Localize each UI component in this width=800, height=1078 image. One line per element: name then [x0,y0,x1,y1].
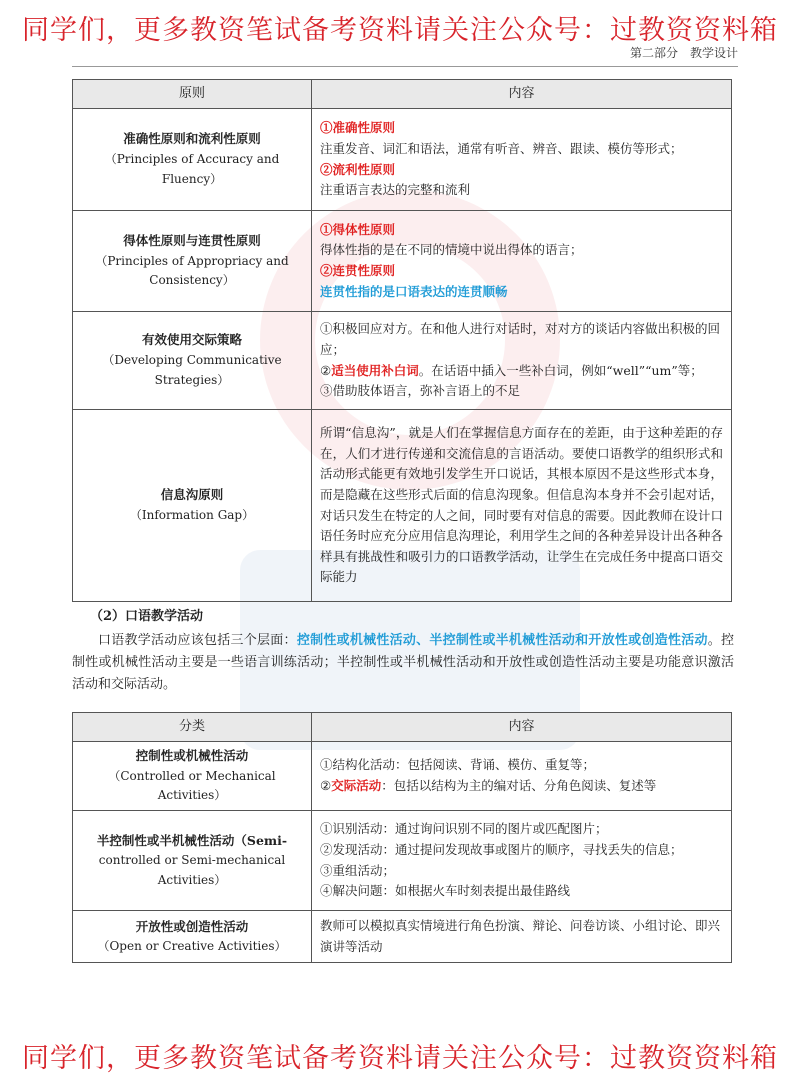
table-row [73,811,732,911]
column-header-principle: 原则 [73,80,312,109]
content-line: 连贯性指的是口语表达的连贯顺畅 [320,283,508,299]
principles-table [72,79,732,602]
category-cell [73,811,312,911]
activities-table [72,712,732,963]
content-line: ④解决问题：如根据火车时刻表提出最佳路线 [320,883,571,899]
content-cell [312,312,732,410]
content-line: ①识别活动：通过询问识别不同的图片或匹配图片； [320,821,608,837]
content-cell [312,811,732,911]
section-paragraph [72,630,734,696]
table-row [73,410,732,602]
category-english: （Open or Creative Activities） [97,939,287,954]
table-row [73,911,732,963]
content-suffix: ：包括以结构为主的编对话、分角色阅读、复述等 [381,778,657,794]
category-title: 半控制性或半机械性活动（Semi- [96,832,288,848]
principle-title: 得体性原则与连贯性原则 [123,232,261,248]
content-line: ③借助肢体语言，弥补言语上的不足 [320,383,521,399]
principle-title: 信息沟原则 [160,487,224,503]
content-suffix: 。在话语中插入一些补白词，例如“well”“um”等； [418,362,703,378]
table-header-row [73,80,732,109]
principle-english: （Principles of Appropriacy and Consistency） [95,253,289,288]
content-line: ①得体性原则 [320,221,396,237]
content-line: ①准确性原则 [320,120,396,136]
category-cell [73,742,312,811]
category-title: 开放性或创造性活动 [135,918,249,934]
content-cell [312,742,732,811]
highlight-red: 交际活动 [331,778,382,794]
table-row [73,742,732,811]
column-header-content: 内容 [312,713,732,742]
principle-cell [73,211,312,312]
content-line: 注重发音、词汇和语法，通常有听音、辨音、跟读、模仿等形式； [320,140,683,156]
category-title: 控制性或机械性活动 [135,748,249,763]
content-cell [312,211,732,312]
running-head: 第二部分 教学设计 [629,46,738,60]
category-english: （Controlled or Mechanical Activities） [108,768,276,803]
column-header-content: 内容 [312,80,732,109]
column-header-category: 分类 [73,713,312,742]
principle-cell [73,109,312,211]
promo-banner-top: 同学们，更多教资笔试备考资料请关注公众号：过教资资料箱 [22,15,778,46]
table-row [73,211,732,312]
highlight-blue: 控制性或机械性活动、半控制性或半机械性活动和开放性或创造性活动 [296,633,708,648]
content-line: ②连贯性原则 [320,263,396,278]
principle-cell [73,410,312,602]
header-rule [72,66,738,67]
table-header-row [73,713,732,742]
highlight-red: 适当使用补白词 [331,362,419,378]
content-line [320,776,723,797]
table-row [73,312,732,410]
principle-cell [73,312,312,410]
content-line: ①结构化活动：包括阅读、背诵、模仿、重复等； [320,757,596,773]
content-prefix: ② [320,778,332,794]
principle-english: （Information Gap） [129,507,255,522]
para-text: 。控制性或机械性活动主要是一些语言训练活动；半控制性或半机械性活动和开放性或创造性活动主要是功能意识激活活动和交际活动。 [72,633,734,692]
content-cell [312,109,732,211]
content-line: ②发现活动：通过提问发现故事或图片的顺序，寻找丢失的信息； [320,842,683,858]
category-english: controlled or Semi-mechanical Activities） [98,853,286,888]
content-line: ③重组活动； [320,862,396,878]
content-line [320,361,723,382]
section-heading: （2）口语教学活动 [90,609,204,624]
principle-english: （Developing Communicative Strategies） [102,353,282,387]
content-cell: 教师可以模拟真实情境进行角色扮演、辩论、问卷访谈、小组讨论、即兴演讲等活动 [312,911,732,963]
content-cell: 所谓“信息沟”，就是人们在掌握信息方面存在的差距，由于这种差距的存在，人们才进行传递和交流信息的言语活动。要使口语教学的组织形式和活动形式能更有效地引发学生开口说话，其根本原因不是这些形式本身，而是隐藏在这些形式后面的信息沟现象。但信息沟本身并不会引起对话，对话只发生在特定的人之间，同时要有对信息的需要。因此教师在设计口语任务时应充分应用信息沟理论，利用学生之间的各种差异设计出各种各样具有挑战性和吸引力的口语教学活动，让学生在完成任务中提高口语交际能力 [312,410,732,602]
promo-banner-bottom: 同学们，更多教资笔试备考资料请关注公众号：过教资资料箱 [22,1043,778,1074]
principle-title: 有效使用交际策略 [141,332,242,348]
content-line: ①积极回应对方。在和他人进行对话时，对对方的谈话内容做出积极的回应； [320,321,721,357]
principle-title: 准确性原则和流利性原则 [123,131,261,147]
table-row [73,109,732,211]
content-line: 得体性指的是在不同的情境中说出得体的语言； [320,242,583,258]
content-line: ②流利性原则 [320,161,396,177]
content-prefix: ② [320,362,332,378]
para-text: 口语教学活动应该包括三个层面： [98,633,297,648]
category-cell [73,911,312,963]
principle-english: （Principles of Accuracy and Fluency） [104,152,280,186]
content-line: 注重语言表达的完整和流利 [320,182,471,198]
